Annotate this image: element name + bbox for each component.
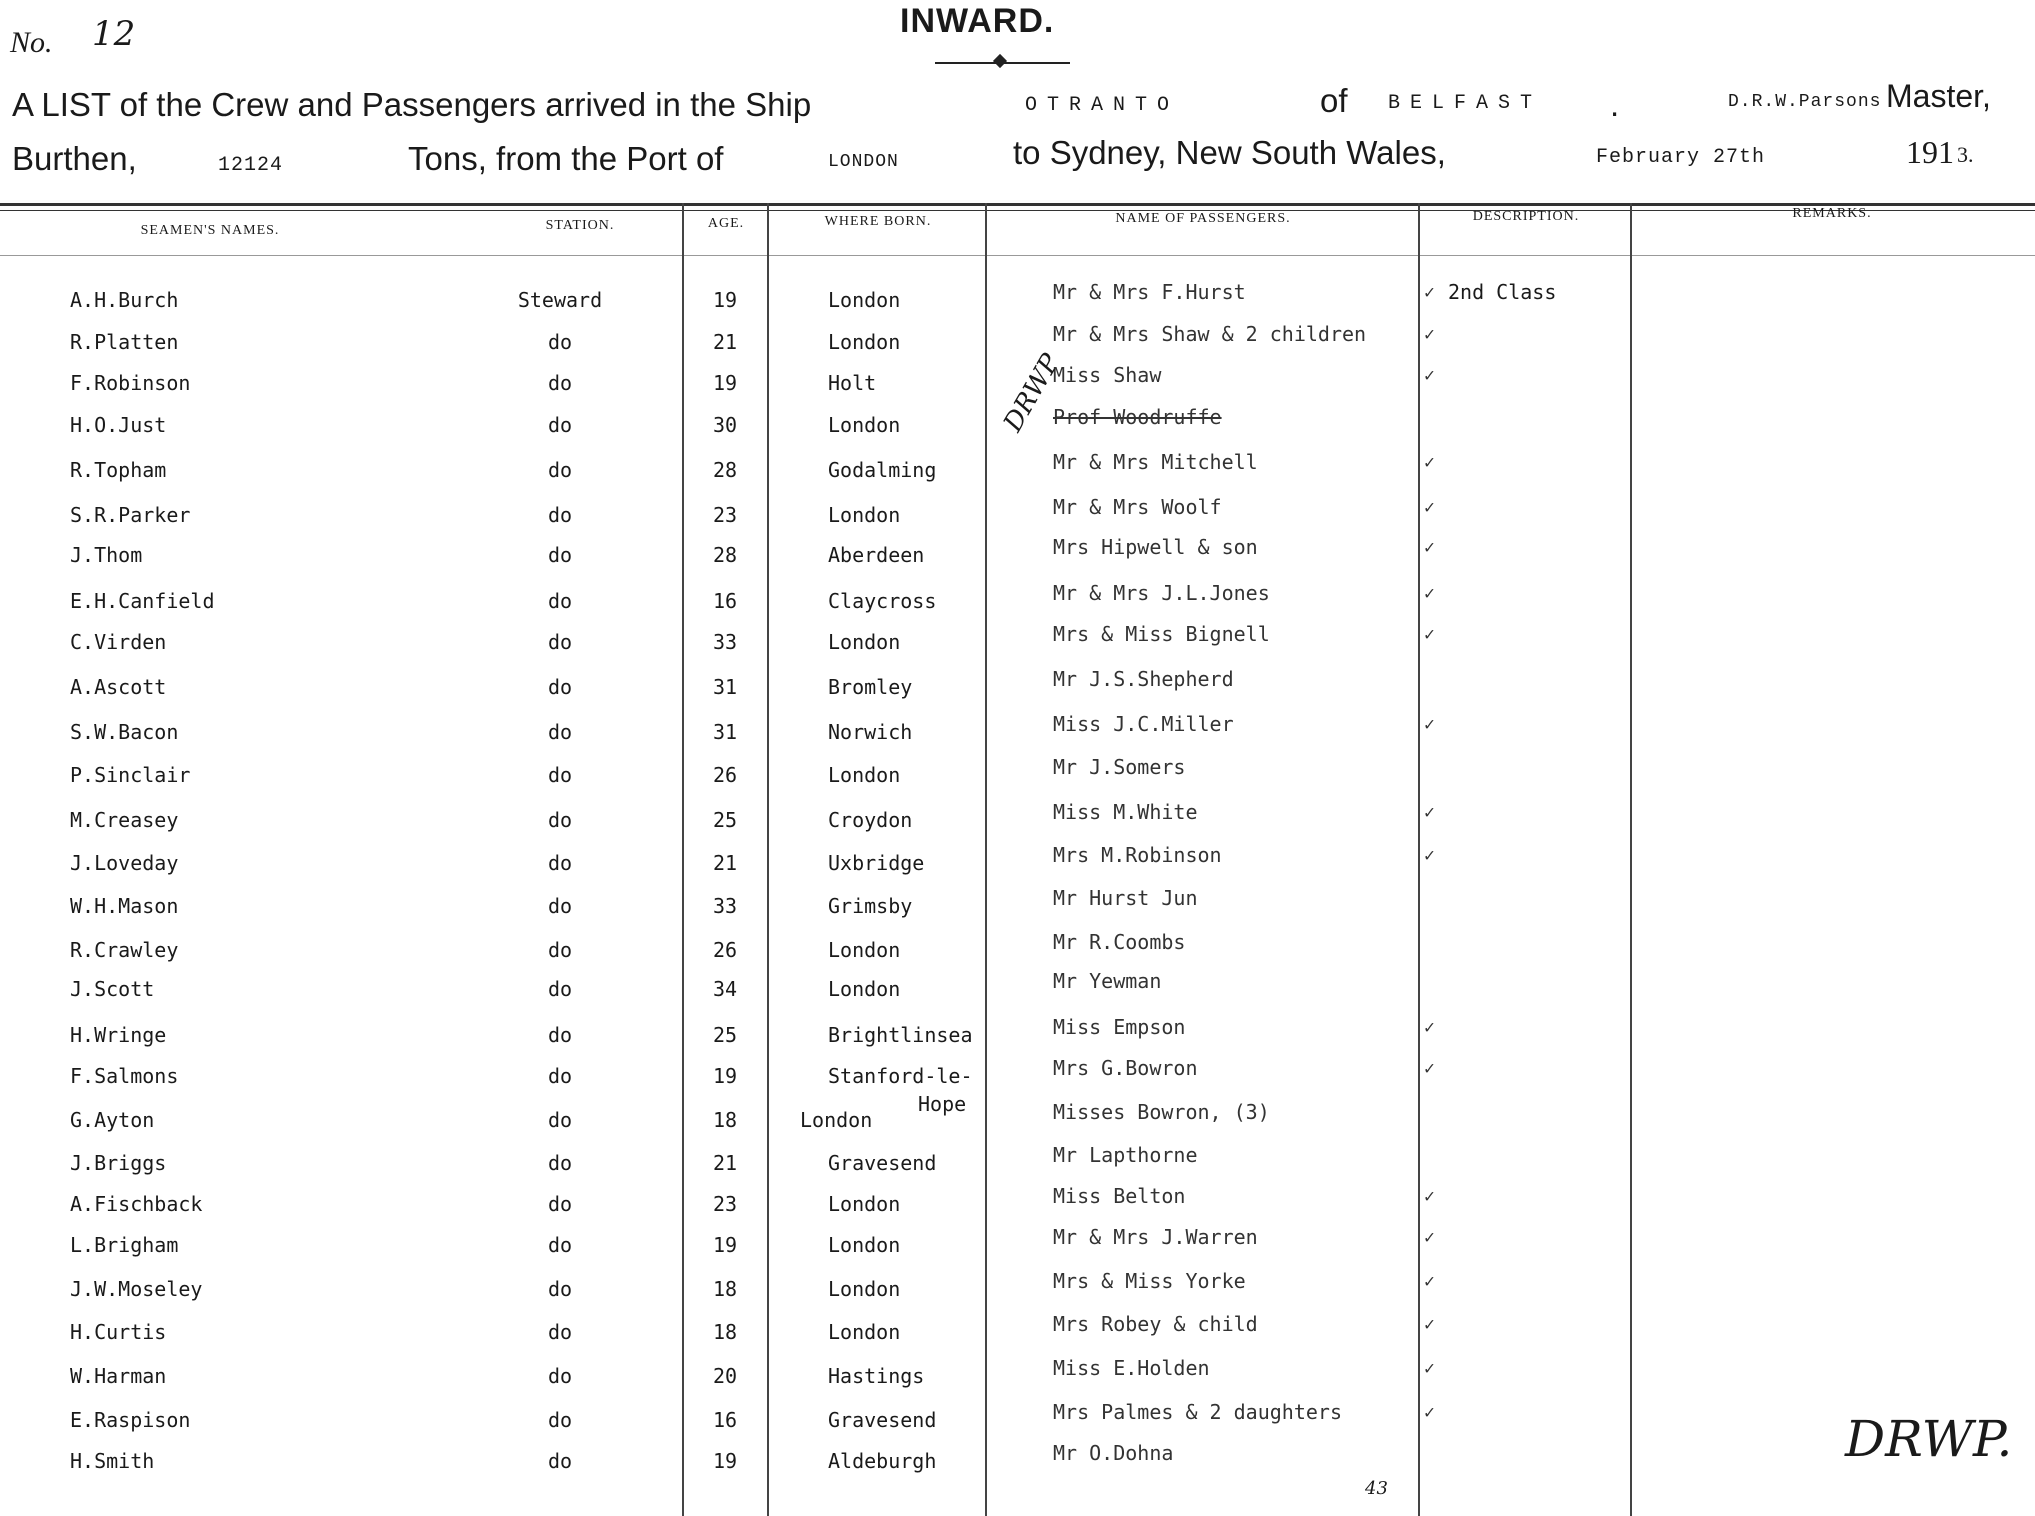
seaman-name: S.W.Bacon <box>70 720 179 744</box>
passenger-name: Mrs Robey & child <box>1053 1312 1258 1336</box>
seaman-name: A.Ascott <box>70 675 167 699</box>
description-tick-mark: ✓ <box>1424 845 1435 866</box>
birthplace-cell: London <box>828 938 901 962</box>
passenger-name: Mrs & Miss Bignell <box>1053 622 1270 646</box>
column-divider <box>985 203 987 1516</box>
station-cell: do <box>547 1364 573 1388</box>
description-tick-mark: ✓ <box>1424 802 1435 823</box>
seaman-name: A.H.Burch <box>70 288 179 312</box>
passenger-name: Miss M.White <box>1053 800 1198 824</box>
birthplace-cell: Godalming <box>828 458 937 482</box>
description-tick-mark: ✓ <box>1424 324 1435 345</box>
description-tick-mark: ✓ <box>1424 1402 1435 1423</box>
age-cell: 26 <box>712 763 738 787</box>
description-tick-mark: ✓ <box>1424 1314 1435 1335</box>
passenger-name: Mrs & Miss Yorke <box>1053 1269 1246 1293</box>
station-cell: do <box>547 763 573 787</box>
passenger-name: Mr & Mrs J.L.Jones <box>1053 581 1270 605</box>
col-passengers: NAME OF PASSENGERS. <box>1115 211 1291 226</box>
passenger-name: Mr Yewman <box>1053 969 1162 993</box>
passenger-name: Mr Lapthorne <box>1053 1143 1198 1167</box>
age-cell: 25 <box>712 1023 738 1047</box>
station-cell: do <box>547 675 573 699</box>
birthplace-cell: London <box>828 503 901 527</box>
passenger-name: Miss J.C.Miller <box>1053 712 1234 736</box>
passenger-name: Mr & Mrs Mitchell <box>1053 450 1258 474</box>
description-tick-mark: ✓ <box>1424 624 1435 645</box>
passenger-name: Miss Empson <box>1053 1015 1186 1039</box>
document-number-value: 12 <box>92 14 136 54</box>
age-cell: 33 <box>712 630 738 654</box>
title-diamond-ornament <box>993 54 1007 68</box>
seaman-name: A.Fischback <box>70 1192 203 1216</box>
column-divider <box>682 203 684 1516</box>
birthplace-cell: London <box>828 288 901 312</box>
age-cell: 34 <box>712 977 738 1001</box>
age-cell: 20 <box>712 1364 738 1388</box>
seaman-name: L.Brigham <box>70 1233 179 1257</box>
station-cell: do <box>547 808 573 832</box>
passenger-name: Miss Shaw <box>1053 363 1162 387</box>
seaman-name: W.H.Mason <box>70 894 179 918</box>
description-tick-mark: ✓ <box>1424 1186 1435 1207</box>
station-cell: do <box>547 458 573 482</box>
column-divider <box>767 203 769 1516</box>
tonnage-value: 12124 <box>218 154 284 177</box>
birthplace-cell: Claycross <box>828 589 937 613</box>
col-seamen-names: SEAMEN'S NAMES. <box>140 223 280 238</box>
station-cell: do <box>547 413 573 437</box>
seaman-name: J.Scott <box>70 977 155 1001</box>
age-cell: 21 <box>712 330 738 354</box>
age-cell: 19 <box>712 288 738 312</box>
tons-from-label: Tons, from the Port of <box>408 140 724 177</box>
seaman-name: J.Loveday <box>70 851 179 875</box>
birthplace-cell: Brightlinsea <box>828 1023 973 1047</box>
birthplace-cell: London <box>828 977 901 1001</box>
description-tick-mark: ✓ <box>1424 1227 1435 1248</box>
col-where-born: WHERE BORN. <box>824 214 932 229</box>
passenger-name: Mrs M.Robinson <box>1053 843 1222 867</box>
seaman-name: G.Ayton <box>70 1108 155 1132</box>
station-cell: do <box>547 1320 573 1344</box>
passenger-name: Mr & Mrs Shaw & 2 children <box>1053 322 1367 346</box>
station-cell: do <box>547 503 573 527</box>
age-cell: 31 <box>712 675 738 699</box>
station-cell: do <box>547 1233 573 1257</box>
passenger-name: Mr & Mrs Woolf <box>1053 495 1222 519</box>
station-cell: do <box>547 851 573 875</box>
age-cell: 18 <box>712 1277 738 1301</box>
ship-name: OTRANTO <box>1025 94 1180 117</box>
age-cell: 19 <box>712 1064 738 1088</box>
seaman-name: F.Robinson <box>70 371 191 395</box>
age-cell: 18 <box>712 1320 738 1344</box>
column-divider <box>1630 203 1632 1516</box>
passenger-name: Mrs Palmes & 2 daughters <box>1053 1400 1342 1424</box>
station-cell: do <box>547 630 573 654</box>
ship-port: BELFAST <box>1388 92 1543 115</box>
birthplace-cell: London <box>828 630 901 654</box>
passenger-name: Mr & Mrs F.Hurst <box>1053 280 1246 304</box>
birthplace-cell: Croydon <box>828 808 913 832</box>
birthplace-cell: London <box>828 1277 901 1301</box>
age-cell: 28 <box>712 458 738 482</box>
birthplace-cell: London <box>828 330 901 354</box>
passenger-name: Mr J.Somers <box>1053 755 1186 779</box>
passenger-name: Miss E.Holden <box>1053 1356 1210 1380</box>
seaman-name: R.Platten <box>70 330 179 354</box>
document-number-label: No. <box>10 26 53 59</box>
year-prefix: 191 <box>1906 134 1954 170</box>
col-age: AGE. <box>707 216 745 231</box>
birthplace-cell: Aberdeen <box>828 543 925 567</box>
handwritten-initials: DRWP <box>998 349 1067 437</box>
age-cell: 16 <box>712 589 738 613</box>
birthplace-cell: Hastings <box>828 1364 925 1388</box>
birthplace-cell: London <box>800 1108 873 1132</box>
passenger-name: Mrs G.Bowron <box>1053 1056 1198 1080</box>
station-cell: do <box>547 1151 573 1175</box>
birthplace-cell: Gravesend <box>828 1151 937 1175</box>
description-tick-mark: ✓ <box>1424 1358 1435 1379</box>
birthplace-cell: London <box>828 763 901 787</box>
birthplace-cell: Norwich <box>828 720 913 744</box>
age-cell: 23 <box>712 1192 738 1216</box>
station-cell: do <box>547 1064 573 1088</box>
list-heading-text: A LIST of the Crew and Passengers arrived in the Ship <box>12 86 812 123</box>
seaman-name: R.Topham <box>70 458 167 482</box>
passenger-name: Miss Belton <box>1053 1184 1186 1208</box>
station-cell: do <box>547 1449 573 1473</box>
passenger-name: Mr J.S.Shepherd <box>1053 667 1234 691</box>
column-divider <box>1418 203 1420 1516</box>
station-cell: do <box>547 894 573 918</box>
station-cell: do <box>547 543 573 567</box>
seaman-name: M.Creasey <box>70 808 179 832</box>
age-cell: 18 <box>712 1108 738 1132</box>
passenger-name: Mr Hurst Jun <box>1053 886 1198 910</box>
header-dot: . <box>1610 86 1620 123</box>
seaman-name: H.Wringe <box>70 1023 167 1047</box>
station-cell: do <box>547 1108 573 1132</box>
age-cell: 21 <box>712 851 738 875</box>
seaman-name: J.Thom <box>70 543 143 567</box>
birthplace-cell: London <box>828 1233 901 1257</box>
description-tick-mark: ✓ <box>1424 452 1435 473</box>
passenger-name: Mr O.Dohna <box>1053 1441 1174 1465</box>
col-station: STATION. <box>545 218 615 233</box>
description-tick-mark: ✓ <box>1424 1017 1435 1038</box>
station-cell: do <box>547 1023 573 1047</box>
age-cell: 19 <box>712 1449 738 1473</box>
age-cell: 19 <box>712 1233 738 1257</box>
age-cell: 33 <box>712 894 738 918</box>
station-cell: do <box>547 938 573 962</box>
seaman-name: R.Crawley <box>70 938 179 962</box>
header-bottom-rule <box>0 255 2035 256</box>
seaman-name: H.Curtis <box>70 1320 167 1344</box>
born-continuation: Hope <box>918 1092 967 1116</box>
birthplace-cell: Gravesend <box>828 1408 937 1432</box>
description-tick-mark: ✓ <box>1424 497 1435 518</box>
seaman-name: C.Virden <box>70 630 167 654</box>
birthplace-cell: London <box>828 413 901 437</box>
description-tick-mark: ✓ <box>1424 365 1435 386</box>
seaman-name: H.Smith <box>70 1449 155 1473</box>
station-cell: do <box>547 720 573 744</box>
passenger-name: Mr & Mrs J.Warren <box>1053 1225 1258 1249</box>
seaman-name: F.Salmons <box>70 1064 179 1088</box>
birthplace-cell: Grimsby <box>828 894 913 918</box>
birthplace-cell: London <box>828 1192 901 1216</box>
station-cell: do <box>547 330 573 354</box>
description-tick-mark: ✓ <box>1424 1271 1435 1292</box>
master-signature: DRWP. <box>1845 1410 2013 1468</box>
seaman-name: P.Sinclair <box>70 763 191 787</box>
age-cell: 23 <box>712 503 738 527</box>
age-cell: 25 <box>712 808 738 832</box>
burthen-label: Burthen, <box>12 140 137 177</box>
birthplace-cell: Uxbridge <box>828 851 925 875</box>
age-cell: 16 <box>712 1408 738 1432</box>
age-cell: 30 <box>712 413 738 437</box>
master-label: Master, <box>1886 78 1991 114</box>
station-cell: do <box>547 371 573 395</box>
birthplace-cell: London <box>828 1320 901 1344</box>
age-cell: 19 <box>712 371 738 395</box>
birthplace-cell: Holt <box>828 371 877 395</box>
age-cell: 28 <box>712 543 738 567</box>
seaman-name: E.Raspison <box>70 1408 191 1432</box>
description-tick-mark: ✓ <box>1424 282 1435 303</box>
master-name: D.R.W.Parsons <box>1728 92 1882 112</box>
station-cell: Steward <box>517 288 603 312</box>
passenger-name: Mr R.Coombs <box>1053 930 1186 954</box>
age-cell: 26 <box>712 938 738 962</box>
description-tick-mark: ✓ <box>1424 583 1435 604</box>
station-cell: do <box>547 977 573 1001</box>
station-cell: do <box>547 1408 573 1432</box>
station-cell: do <box>547 1192 573 1216</box>
passenger-name: Prof Woodruffe <box>1053 405 1222 429</box>
page-number: 43 <box>1365 1478 1388 1499</box>
station-cell: do <box>547 589 573 613</box>
seaman-name: W.Harman <box>70 1364 167 1388</box>
page-title: INWARD. <box>900 2 1055 40</box>
passenger-name: Mrs Hipwell & son <box>1053 535 1258 559</box>
description-cell: 2nd Class <box>1448 280 1557 304</box>
col-remarks: REMARKS. <box>1792 206 1872 221</box>
col-description: DESCRIPTION. <box>1472 209 1580 224</box>
seaman-name: J.Briggs <box>70 1151 167 1175</box>
passenger-name: Misses Bowron, (3) <box>1053 1100 1270 1124</box>
description-tick-mark: ✓ <box>1424 714 1435 735</box>
description-tick-mark: ✓ <box>1424 1058 1435 1079</box>
birthplace-cell: Aldeburgh <box>828 1449 937 1473</box>
age-cell: 21 <box>712 1151 738 1175</box>
station-cell: do <box>547 1277 573 1301</box>
from-port: LONDON <box>828 152 899 172</box>
age-cell: 31 <box>712 720 738 744</box>
birthplace-cell: Bromley <box>828 675 913 699</box>
arrival-date: February 27th <box>1596 146 1766 169</box>
year-suffix: 3. <box>1957 142 1974 167</box>
description-tick-mark: ✓ <box>1424 537 1435 558</box>
seaman-name: S.R.Parker <box>70 503 191 527</box>
seaman-name: H.O.Just <box>70 413 167 437</box>
destination-label: to Sydney, New South Wales, <box>1013 134 1446 171</box>
birthplace-cell: Stanford-le- <box>828 1064 973 1088</box>
seaman-name: J.W.Moseley <box>70 1277 203 1301</box>
of-label: of <box>1320 82 1348 119</box>
seaman-name: E.H.Canfield <box>70 589 215 613</box>
